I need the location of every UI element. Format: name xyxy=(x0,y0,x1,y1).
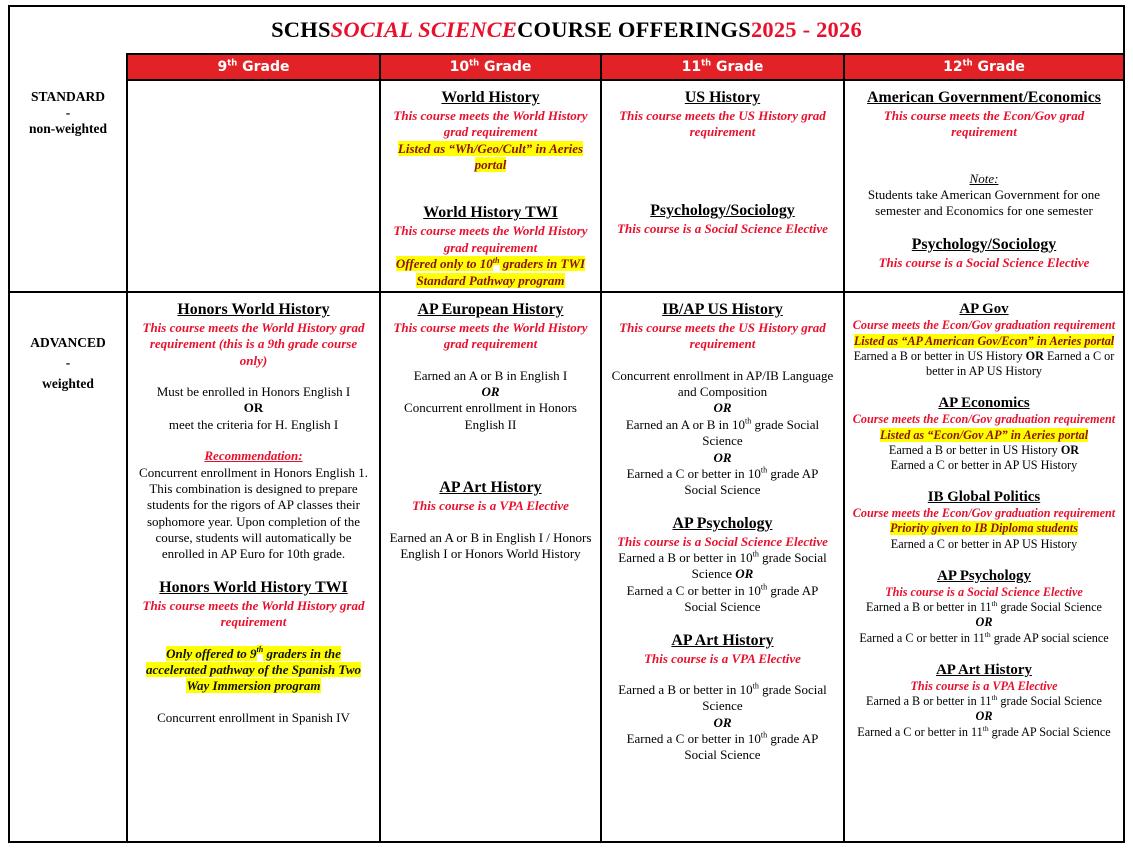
text-segment: This course meets the World History grad requirement xyxy=(393,223,588,255)
text-segment: Must be enrolled in Honors English I xyxy=(156,384,351,400)
cell-line xyxy=(851,631,1117,646)
text-segment: Earned a C or better in 10 xyxy=(626,465,761,481)
course-title xyxy=(851,488,1117,506)
row-label-line: - xyxy=(65,105,71,120)
text-segment: Students take American Government for one semester and Economics for one semester xyxy=(867,187,1101,219)
text-segment: AP European History xyxy=(417,301,564,318)
cell-line xyxy=(389,368,592,384)
grade-number: 11 xyxy=(681,59,702,75)
course-title xyxy=(610,88,835,108)
cell-line xyxy=(389,108,592,141)
row-label-standard xyxy=(10,53,128,293)
title-years: 2025 - 2026 xyxy=(750,17,862,42)
text-segment: Course meets the Econ/Gov graduation requirement xyxy=(852,412,1116,427)
cell-line xyxy=(610,450,835,466)
text-segment: Concurrent enrollment in Honors English II xyxy=(404,400,577,432)
text-segment: OR xyxy=(975,709,993,724)
text-segment: th xyxy=(752,549,759,559)
text-segment: AP Psychology xyxy=(672,514,773,532)
text-segment: Honors World History TWI xyxy=(159,578,348,596)
cell-line xyxy=(851,694,1117,709)
cell-standard-9th xyxy=(128,81,381,293)
text-segment: OR xyxy=(713,449,732,465)
cell-line xyxy=(610,534,835,550)
text-segment: graders in the accelerated pathway of the Spanish Two Way Immersion program xyxy=(145,645,362,694)
grade-ordinal-suffix: th xyxy=(469,57,480,68)
row-label-line: weighted xyxy=(42,375,94,391)
title-social-science: SOCIAL SCIENCE xyxy=(330,17,518,42)
text-segment: This course is a Social Science Elective xyxy=(617,533,828,549)
text-segment: This course meets the Econ/Gov grad requirement xyxy=(883,107,1085,140)
cell-line xyxy=(610,466,835,499)
cell-line xyxy=(389,530,592,563)
cell-line xyxy=(851,428,1117,443)
row-label-advanced xyxy=(10,293,128,841)
text-segment: OR xyxy=(1060,442,1080,457)
text-segment: Listed as “Wh/Geo/Cult” in Aeries portal xyxy=(397,140,584,173)
text-segment: Earned an A or B in 10 xyxy=(625,416,745,432)
row-label-line: ADVANCED xyxy=(30,335,106,350)
row-label-line: STANDARD xyxy=(30,89,105,104)
text-segment: th xyxy=(760,582,768,592)
spacer xyxy=(389,173,592,203)
cell-standard-11th xyxy=(602,81,845,293)
grade-number: 10 xyxy=(449,59,470,75)
text-segment: Earned a C or better in 11 xyxy=(859,630,985,645)
cell-advanced-11th xyxy=(602,293,845,841)
cell-line xyxy=(851,679,1117,694)
cell-line xyxy=(851,412,1117,427)
course-title xyxy=(851,661,1117,679)
text-segment: Listed as “Econ/Gov AP” in Aeries portal xyxy=(879,427,1089,442)
document-page xyxy=(8,5,1125,843)
cell-line xyxy=(610,731,835,764)
text-segment: US History xyxy=(684,89,761,106)
title-schs: SCHS xyxy=(271,17,331,42)
text-segment: This course meets the World History grad requirement (this is a 9th grade course only) xyxy=(142,319,365,368)
spacer xyxy=(610,353,835,368)
text-segment: Course meets the Econ/Gov graduation requirement xyxy=(852,506,1116,521)
text-segment: This course is a VPA Elective xyxy=(412,498,569,514)
cell-line xyxy=(389,223,592,256)
grade-word: Grade xyxy=(479,59,532,75)
course-title xyxy=(610,300,835,320)
cell-standard-10th xyxy=(381,81,602,293)
course-title xyxy=(389,88,592,108)
text-segment: th xyxy=(984,629,991,639)
cell-line xyxy=(610,583,835,616)
course-title xyxy=(389,203,592,223)
cell-line xyxy=(610,651,835,667)
cell-line xyxy=(853,187,1115,220)
text-segment: grade Social Science xyxy=(997,600,1102,615)
text-segment: th xyxy=(752,681,759,691)
cell-line xyxy=(389,384,592,400)
text-segment: th xyxy=(492,255,500,265)
text-segment: grade Social Science xyxy=(702,681,827,714)
text-segment: AP Art History xyxy=(671,631,774,649)
cell-line xyxy=(610,400,835,416)
cell-advanced-12th xyxy=(845,293,1123,841)
cell-line xyxy=(851,334,1117,349)
grade-word: Grade xyxy=(972,59,1025,75)
course-title xyxy=(610,631,835,651)
text-segment: th xyxy=(745,416,752,426)
cell-line xyxy=(851,521,1117,536)
text-segment: OR xyxy=(735,566,754,582)
text-segment: AP Art History xyxy=(439,479,542,497)
text-segment: AP Gov xyxy=(959,301,1009,317)
text-segment: Earned a C or better in AP US History xyxy=(890,457,1078,472)
course-title xyxy=(853,88,1115,108)
text-segment: This course meets the World History grad requirement xyxy=(142,597,365,630)
text-segment: grade AP social science xyxy=(990,630,1109,645)
text-segment: World History TWI xyxy=(423,204,558,222)
header-11th-grade xyxy=(602,53,845,81)
cell-line xyxy=(389,141,592,174)
text-segment: OR xyxy=(481,384,500,400)
text-segment: OR xyxy=(713,714,732,730)
header-12th-grade xyxy=(845,53,1123,81)
cell-line xyxy=(851,537,1117,552)
grade-number: 9 xyxy=(217,59,228,75)
cell-line xyxy=(389,498,592,514)
cell-line xyxy=(851,709,1117,724)
text-segment: Earned a B or better in 11 xyxy=(866,694,992,709)
spacer xyxy=(853,141,1115,171)
text-segment: graders in TWI Standard Pathway program xyxy=(416,256,586,288)
text-segment: th xyxy=(991,693,998,703)
text-segment: Earned an A or B in English I / Honors English I or Honors World History xyxy=(389,529,592,561)
grade-word: Grade xyxy=(237,59,290,75)
cell-line xyxy=(851,725,1117,740)
cell-line xyxy=(851,506,1117,521)
cell-line xyxy=(851,443,1117,458)
text-segment: Earned a C or better in AP US History xyxy=(890,536,1078,551)
text-segment: th xyxy=(760,730,768,740)
text-segment: Earned a C or better in 10 xyxy=(626,582,761,598)
text-segment: grade AP Social Science xyxy=(684,465,819,498)
grade-number: 12 xyxy=(943,59,963,75)
spacer xyxy=(851,552,1117,567)
text-segment: This course is a Social Science Elective xyxy=(878,254,1090,270)
text-segment: Psychology/Sociology xyxy=(911,235,1057,253)
spacer xyxy=(851,646,1117,661)
text-segment: th xyxy=(982,723,989,733)
cell-line xyxy=(136,465,371,563)
text-segment: grade Social Science xyxy=(691,550,827,582)
text-segment: grade AP Social Science xyxy=(988,724,1111,739)
text-segment: Only offered to 9 xyxy=(166,645,257,661)
spacer xyxy=(136,563,371,578)
spacer xyxy=(610,616,835,631)
text-segment: IB/AP US History xyxy=(662,301,783,318)
text-segment: This course meets the US History grad requirement xyxy=(619,107,826,140)
text-segment: This course is a Social Science Elective xyxy=(885,585,1083,600)
course-title xyxy=(136,300,371,320)
text-segment: This course meets the World History grad requirement xyxy=(393,107,588,140)
spacer xyxy=(853,220,1115,235)
cell-line xyxy=(853,108,1115,141)
course-title xyxy=(851,300,1117,318)
cell-line xyxy=(610,368,835,401)
spacer xyxy=(136,369,371,384)
grade-ordinal-suffix: th xyxy=(227,57,238,68)
text-segment: th xyxy=(991,599,998,609)
cell-line xyxy=(389,256,592,289)
text-segment: OR xyxy=(243,400,264,416)
cell-standard-12th xyxy=(845,81,1123,293)
text-segment: IB Global Politics xyxy=(927,488,1041,505)
text-segment: Earned a B or better in 10 xyxy=(618,681,753,697)
spacer xyxy=(136,631,371,646)
text-segment: World History xyxy=(441,89,540,106)
title-course-offerings: COURSE OFFERINGS xyxy=(517,17,751,42)
cell-line xyxy=(851,600,1117,615)
cell-line xyxy=(851,458,1117,473)
row-label-line: - xyxy=(65,355,71,371)
cell-line xyxy=(610,320,835,353)
spacer xyxy=(851,379,1117,394)
text-segment: Note: xyxy=(969,170,999,186)
header-9th-grade xyxy=(128,53,381,81)
course-title xyxy=(851,567,1117,585)
text-segment: This course is a VPA Elective xyxy=(910,679,1058,694)
text-segment: Earned a B or better in US History xyxy=(853,348,1026,363)
cell-line xyxy=(851,349,1117,379)
text-segment: Listed as “AP American Gov/Econ” in Aeries portal xyxy=(853,333,1115,348)
spacer xyxy=(610,141,835,201)
spacer xyxy=(136,695,371,710)
text-segment: grade Social Science xyxy=(702,416,820,449)
text-segment: Earned a C or better in AP US History xyxy=(925,348,1115,378)
text-segment: Earned an A or B in English I xyxy=(413,367,568,383)
spacer xyxy=(851,473,1117,488)
cell-line xyxy=(851,318,1117,333)
spacer xyxy=(136,433,371,448)
cell-line xyxy=(610,715,835,731)
cell-line xyxy=(136,710,371,726)
cell-line xyxy=(610,108,835,141)
cell-line xyxy=(136,448,371,464)
grade-word: Grade xyxy=(711,59,764,75)
text-segment: Recommendation: xyxy=(204,448,303,464)
cell-line xyxy=(851,585,1117,600)
cell-line xyxy=(136,384,371,400)
text-segment: OR xyxy=(1025,348,1044,363)
text-segment: OR xyxy=(713,400,732,416)
text-segment: Priority given to IB Diploma students xyxy=(890,521,1078,536)
course-title xyxy=(136,578,371,598)
spacer xyxy=(610,667,835,682)
text-segment: meet the criteria for H. English I xyxy=(168,416,339,432)
course-title xyxy=(853,235,1115,255)
course-title xyxy=(610,514,835,534)
text-segment: Earned a B or better in US History xyxy=(888,442,1061,457)
cell-line xyxy=(610,682,835,715)
cell-line xyxy=(851,615,1117,630)
text-segment: Concurrent enrollment in Spanish IV xyxy=(157,709,350,725)
text-segment: th xyxy=(256,645,264,655)
text-segment: Concurrent enrollment in Honors English 1. This combination is designed to prepare students for the rigors of AP classes their sophomore year. Upon completion of the course, students will automatically be enrolled in AP Euro for 10th grade. xyxy=(139,464,368,562)
spacer xyxy=(389,433,592,478)
row-label-line: non-weighted xyxy=(28,121,107,136)
cell-advanced-10th xyxy=(381,293,602,841)
cell-line xyxy=(389,320,592,353)
cell-line xyxy=(136,417,371,433)
course-title xyxy=(851,394,1117,412)
text-segment: Earned a C or better in 11 xyxy=(857,724,983,739)
text-segment: AP Art History xyxy=(936,661,1032,678)
text-segment: Earned a B or better in 10 xyxy=(618,550,753,566)
text-segment: grade Social Science xyxy=(997,694,1102,709)
grade-ordinal-suffix: th xyxy=(701,57,712,68)
text-segment: This course meets the World History grad requirement xyxy=(393,319,588,352)
text-segment: Psychology/Sociology xyxy=(650,201,795,219)
text-segment: grade AP Social Science xyxy=(684,582,819,615)
cell-line xyxy=(389,400,592,433)
cell-line xyxy=(853,171,1115,187)
grade-ordinal-suffix: th xyxy=(962,57,973,68)
header-10th-grade xyxy=(381,53,602,81)
course-table xyxy=(10,53,1123,841)
cell-line xyxy=(853,255,1115,271)
cell-line xyxy=(610,417,835,450)
text-segment: American Government/Economics xyxy=(867,89,1101,106)
cell-line xyxy=(136,598,371,631)
text-segment: AP Psychology xyxy=(937,567,1031,584)
text-segment: Earned a B or better in 11 xyxy=(866,600,992,615)
text-segment: Earned a C or better in 10 xyxy=(626,731,761,747)
cell-line xyxy=(136,400,371,416)
text-segment: th xyxy=(760,465,768,475)
cell-line xyxy=(136,320,371,369)
text-segment: AP Economics xyxy=(938,394,1030,411)
text-segment: grade AP Social Science xyxy=(684,731,819,763)
text-segment: Course meets the Econ/Gov graduation requirement xyxy=(852,318,1116,333)
text-segment: This course meets the US History grad requirement xyxy=(619,319,826,352)
course-title xyxy=(389,300,592,320)
cell-line xyxy=(610,221,835,237)
spacer xyxy=(389,515,592,530)
course-title xyxy=(610,201,835,221)
spacer xyxy=(610,499,835,514)
page-title xyxy=(10,7,1123,53)
spacer xyxy=(389,353,592,368)
course-title xyxy=(389,478,592,498)
text-segment: Concurrent enrollment in AP/IB Language and Composition xyxy=(611,367,834,400)
text-segment: Honors World History xyxy=(177,301,330,318)
text-segment: Offered only to 10 xyxy=(395,256,493,272)
cell-advanced-9th xyxy=(128,293,381,841)
text-segment: OR xyxy=(975,615,993,630)
text-segment: This course is a VPA Elective xyxy=(644,650,801,666)
cell-line xyxy=(136,646,371,695)
cell-line xyxy=(610,550,835,583)
text-segment: This course is a Social Science Elective xyxy=(617,220,828,236)
